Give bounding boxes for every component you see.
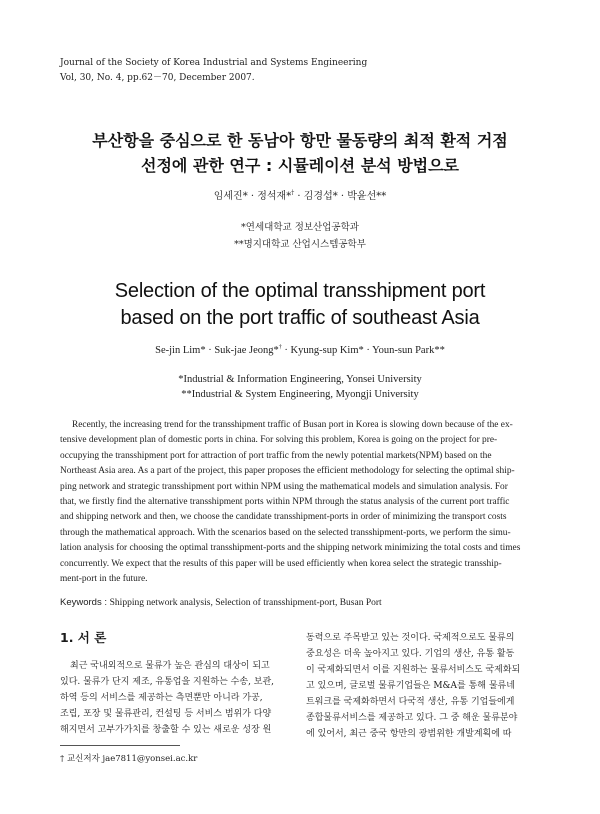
footnote <box>60 752 197 764</box>
keywords <box>60 597 382 608</box>
korean-authors-part-2: · 김경섭* · 박윤선** <box>294 191 387 202</box>
corresponding-author-mark-en: † <box>278 344 282 351</box>
abstract-line: tensive development plan of domestic ports in china. For solving this problem, Korea is going on the project for pre- <box>60 435 498 446</box>
korean-title-line-2: 선정에 관한 연구 : 시뮬레이션 분석 방법으로 <box>140 156 460 175</box>
abstract-line: occupying the transshipment port for attraction of port traffic from the newly potential markets(NPM) based on the <box>60 450 492 461</box>
english-authors-part-2: · Kyung-sup Kim* · Youn-sun Park** <box>281 345 445 356</box>
korean-authors-part-1: 임세진* · 정석재* <box>213 191 292 202</box>
footnote-mark: † <box>60 754 65 764</box>
english-title-line-2: based on the port traffic of southeast Asia <box>120 307 480 329</box>
korean-affiliation-1: *연세대학교 정보산업공학과 <box>241 222 359 233</box>
body-line: 최근 국내외적으로 물류가 높은 관심의 대상이 되고 <box>70 661 270 671</box>
body-line: 이 국제화되면서 이를 지원하는 물류서비스도 국제화되 <box>306 665 521 675</box>
keywords-value: Shipping network analysis, Selection of transshipment-port, Busan Port <box>109 598 382 608</box>
abstract-line: concurrently. We expect that the results of this paper will be used efficiently when korea select the strategic transship- <box>60 558 502 569</box>
journal-header <box>60 56 367 86</box>
abstract-line: ping network and strategic transshipment port within NPM using the mathematical models and simulation analysis. For <box>60 481 508 492</box>
body-line: 해지면서 고부가가치를 창출할 수 있는 새로운 성장 원 <box>60 725 272 735</box>
korean-title <box>0 128 600 178</box>
abstract-line: Recently, the increasing trend for the transshipment traffic of Busan port in Korea is slowing down because of the ex- <box>72 420 513 430</box>
english-affiliation-2: **Industrial & System Engineering, Myongji University <box>181 389 419 400</box>
body-line: 있다. 물류가 단지 제조, 유통업을 지원하는 수송, 보관, <box>60 677 275 687</box>
abstract-line: Northeast Asia area. As a part of the project, this paper proposes the efficient methodology for selecting the optimal ship- <box>60 466 515 477</box>
body-line: 조립, 포장 및 물류관리, 컨설팅 등 서비스 범위가 다양 <box>60 709 272 719</box>
korean-authors <box>0 187 600 202</box>
english-authors <box>0 345 600 356</box>
english-title-line-1: Selection of the optimal transshipment port <box>114 280 486 302</box>
body-line: 종합물류서비스를 제공하고 있다. 그 중 해운 물류분야 <box>306 713 518 723</box>
body-column-right <box>306 630 542 742</box>
english-affiliation-1: *Industrial & Information Engineering, Yonsei University <box>178 374 422 385</box>
body-line: 에 있어서, 최근 중국 항만의 광범위한 개발계획에 따 <box>306 729 512 739</box>
korean-affiliations <box>0 219 600 253</box>
abstract-line: through the mathematical approach. With the scenarios based on the selected transshipment-ports, we perform the simu- <box>60 527 511 538</box>
footnote-text: 교신저자 jae7811@yonsei.ac.kr <box>64 754 198 764</box>
body-line: 하역 등의 서비스를 제공하는 측면뿐만 아니라 가공, <box>60 693 263 703</box>
english-affiliations <box>0 372 600 402</box>
corresponding-author-mark: † <box>291 189 295 197</box>
abstract-line: and shipping network and then, we choose the candidate transshipment-ports in order of minimizing the transport costs <box>60 512 507 523</box>
korean-title-line-1: 부산항을 중심으로 한 동남아 항만 물동량의 최적 환적 거점 <box>92 131 508 150</box>
abstract <box>60 418 542 587</box>
journal-volume: Vol, 30, No. 4, pp.62－70, December 2007. <box>60 73 255 83</box>
body-line: 중요성은 더욱 높아지고 있다. 기업의 생산, 유통 활동 <box>306 649 515 659</box>
abstract-line: ment-port in the future. <box>60 573 148 584</box>
abstract-line: that, we firstly find the alternative transshipment ports within NPM through the status analysis of the current port traffic <box>60 496 510 507</box>
english-title <box>0 278 600 332</box>
keywords-label: Keywords : <box>60 597 110 608</box>
section-heading: 1. 서 론 <box>60 630 107 645</box>
abstract-line: lation analysis for choosing the optimal transshipment-ports and the shipping network minimizing the total costs and times <box>60 543 521 554</box>
body-line: 고 있으며, 글로벌 물류기업들은 M&A를 통해 물류네 <box>306 681 515 691</box>
body-line: 동력으로 주목받고 있는 것이다. 국제적으로도 물류의 <box>306 633 515 643</box>
body-line: 트워크를 국제화하면서 다국적 생산, 유통 기업들에게 <box>306 697 515 707</box>
footnote-divider <box>60 745 180 746</box>
body-column-left <box>60 628 296 738</box>
journal-name: Journal of the Society of Korea Industrial and Systems Engineering <box>60 58 368 68</box>
korean-affiliation-2: **명지대학교 산업시스템공학부 <box>234 239 366 250</box>
english-authors-part-1: Se-jin Lim* · Suk-jae Jeong* <box>155 345 279 356</box>
